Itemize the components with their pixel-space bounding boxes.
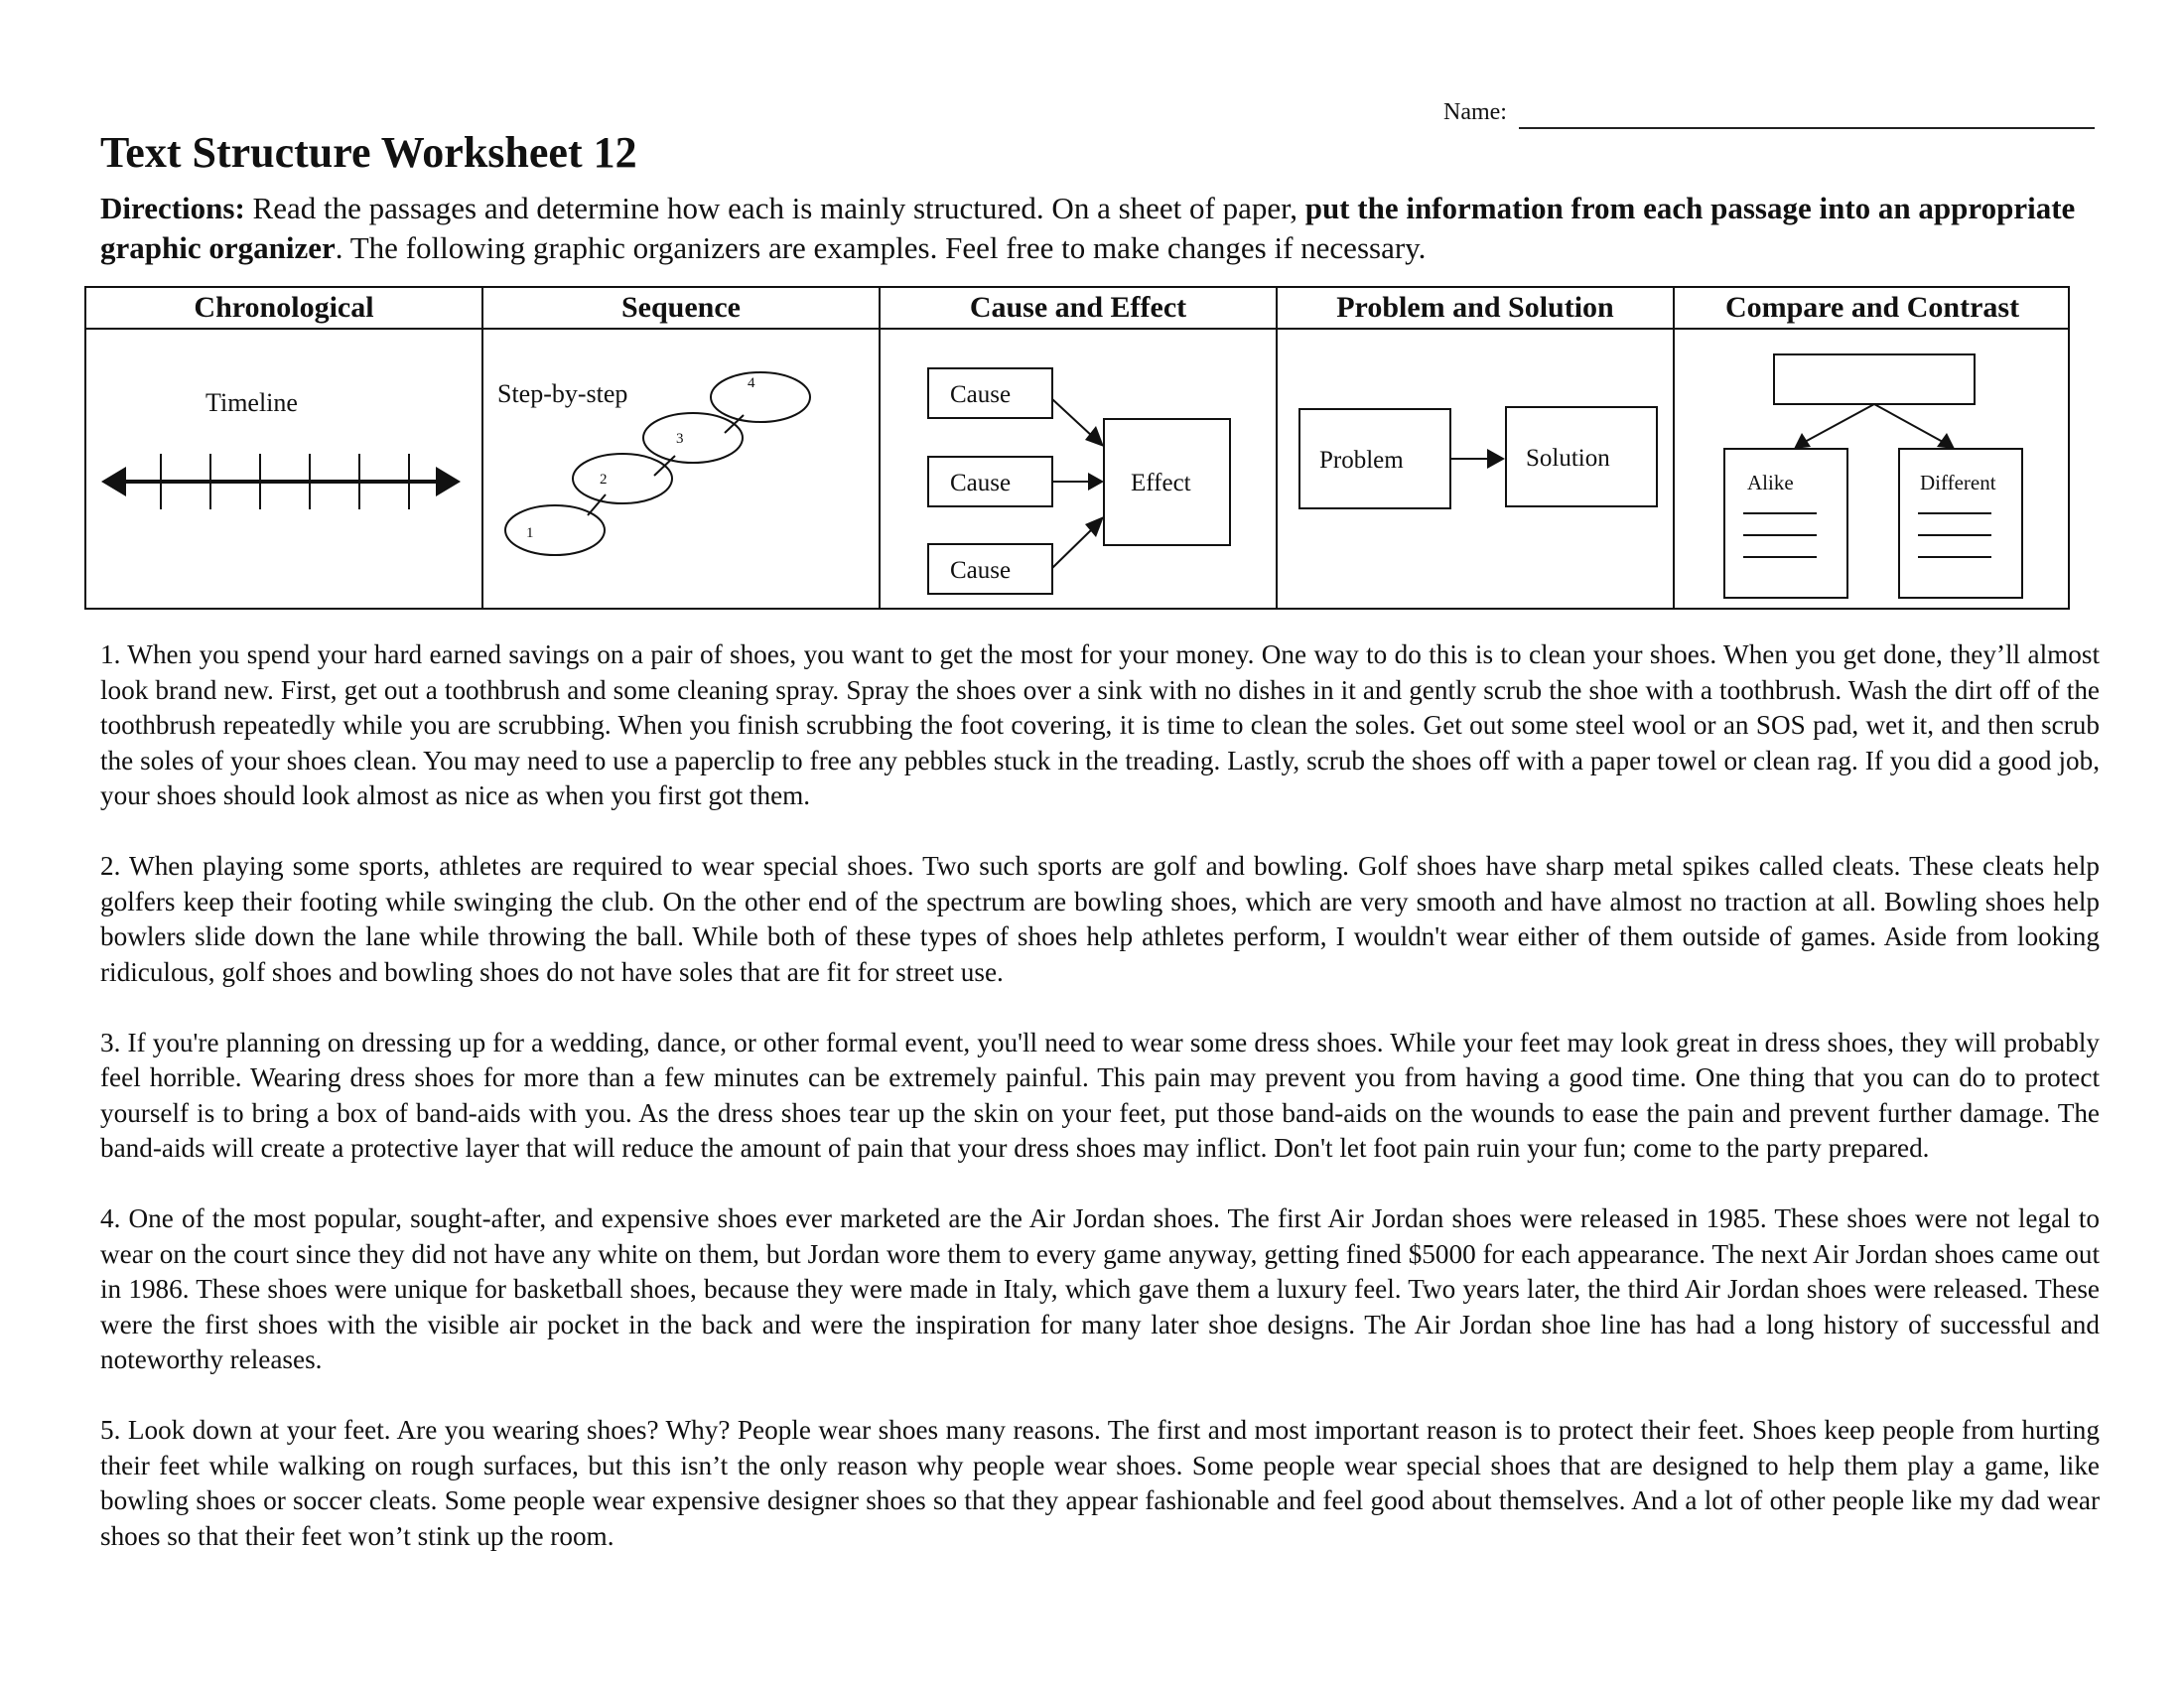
- directions-text-2: . The following graphic organizers are examples. Feel free to make changes if necessary.: [335, 230, 1427, 265]
- compare-contrast-heading: Compare and Contrast: [1675, 288, 2070, 330]
- sequence-label: Step-by-step: [497, 379, 628, 408]
- organizer-chronological: [86, 288, 483, 608]
- alike-label: Alike: [1747, 471, 1794, 494]
- directions-text-1: Read the passages and determine how each is mainly structured. On a sheet of paper,: [244, 191, 1305, 225]
- cause-label-1: Cause: [950, 381, 1012, 408]
- timeline-left-arrow: [101, 467, 126, 496]
- step-1-oval: [505, 505, 605, 555]
- passage-3: 3. If you're planning on dressing up for a wedding, dance, or other formal event, you'll need to wear some dress shoes. While your feet may look great in dress shoes, they will probably feel horrible. Wearing dress shoes for more than a few minutes can be extremely painful. This pain may prevent you from having a good time. One thing that you can do to protect yourself is to bring a box of band-aids with you. As the dress shoes tear up the skin on your feet, put those band-aids on the wounds to ease the pain and prevent further damage. The band-aids will create a protective layer that will reduce the amount of pain that your dress shoes may inflict. Don't let foot pain ruin your fun; come to the party prepared.: [100, 1027, 2100, 1163]
- cause-label-3: Cause: [950, 557, 1012, 584]
- organizer-problem-solution: [1278, 288, 1675, 608]
- organizer-cause-effect: [881, 288, 1278, 608]
- sequence-heading: Sequence: [483, 288, 879, 330]
- effect-label: Effect: [1131, 470, 1191, 496]
- organizer-compare-contrast: [1675, 288, 2070, 608]
- timeline-label: Timeline: [205, 388, 298, 417]
- compare-contrast-diagram: [1675, 330, 2068, 610]
- problem-solution-arrow: [1487, 449, 1505, 469]
- solution-label: Solution: [1526, 445, 1610, 472]
- passage-1: 1. When you spend your hard earned savings on a pair of shoes, you want to get the most for your money. One way to do this is to clean your shoes. When you get done, they’ll almost look brand new. First, get out a toothbrush and some cleaning spray. Spray the shoes over a sink with no dishes in it and gently scrub the shoe with a toothbrush. Wash the dirt off of the toothbrush repeatedly while you are scrubbing. When you finish scrubbing the foot covering, it is time to clean the soles. Get out some steel wool or an SOS pad, wet it, and then scrub the soles of your shoes clean. You may need to use a paperclip to free any pebbles stuck in the treading. Lastly, scrub the shoes off with a paper towel or clean rag. If you did a good job, your shoes should look almost as nice as when you first got them.: [100, 639, 2100, 810]
- problem-label: Problem: [1319, 447, 1404, 474]
- organizer-sequence: [483, 288, 881, 608]
- cause-effect-diagram: [881, 330, 1276, 610]
- problem-solution-heading: Problem and Solution: [1278, 288, 1673, 330]
- passage-4: 4. One of the most popular, sought-after, and expensive shoes ever marketed are the Air Jordan shoes. The first Air Jordan shoes were released in 1985. These shoes were not legal to wear on the court since they did not have any white on them, but Jordan wore them to every game anyway, getting fined $5000 for each appearance. The next Air Jordan shoes came out in 1986. These shoes were unique for basketball shoes, because they were made in Italy, which gave them a luxury feel. Two years later, the third Air Jordan shoes were released. These were the first shoes with the visible air pocket in the back and were the inspiration for many later shoe designs. The Air Jordan shoe line has had a long history of successful and noteworthy releases.: [100, 1203, 2100, 1374]
- cause-effect-heading: Cause and Effect: [881, 288, 1276, 330]
- step-1-number: 1: [526, 525, 534, 541]
- topic-box: [1774, 354, 1975, 404]
- step-2-number: 2: [600, 472, 608, 488]
- directions: [100, 189, 2096, 268]
- graphic-organizers-table: [84, 286, 2070, 610]
- timeline-diagram: [86, 330, 481, 610]
- name-label: Name:: [1443, 99, 1507, 125]
- problem-solution-diagram: [1278, 330, 1673, 610]
- worksheet-title: Text Structure Worksheet 12: [100, 128, 637, 177]
- step-4-oval: [711, 372, 810, 422]
- different-label: Different: [1920, 471, 1996, 494]
- directions-emphasis: put the information from each passage into an appropriate graphic organizer: [100, 191, 2076, 265]
- timeline-right-arrow: [436, 467, 461, 496]
- chronological-heading: Chronological: [86, 288, 481, 330]
- name-field-line: [1519, 127, 2095, 129]
- cause-label-2: Cause: [950, 470, 1012, 496]
- step-by-step-diagram: [483, 330, 879, 610]
- step-2-oval: [573, 454, 672, 503]
- passage-2: 2. When playing some sports, athletes are required to wear special shoes. Two such sports are golf and bowling. Golf shoes have sharp metal spikes called cleats. These cleats help golfers keep their footing while swinging the club. On the other end of the spectrum are bowling shoes, which are very smooth and have almost no traction at all. Bowling shoes help bowlers slide down the lane while throwing the ball. While both of these types of shoes help athletes perform, I wouldn't wear either of them outside of games. Aside from looking ridiculous, golf shoes and bowling shoes do not have soles that are fit for street use.: [100, 851, 2100, 987]
- reading-passages: [100, 637, 2100, 1590]
- step-3-oval: [643, 413, 743, 463]
- step-3-number: 3: [676, 431, 684, 447]
- step-4-number: 4: [748, 375, 755, 391]
- directions-label: Directions:: [100, 191, 245, 225]
- passage-5: 5. Look down at your feet. Are you wearing shoes? Why? People wear shoes many reasons. The first and most important reason is to protect their feet. Shoes keep people from hurting their feet while walking on rough surfaces, but this isn’t the only reason why people wear shoes. Some people wear special shoes that are designed to help them play a game, like bowling shoes or soccer cleats. Some people wear expensive designer shoes so that they appear fashionable and feel good about themselves. And a lot of other people like my dad wear shoes so that their feet won’t stink up the room.: [100, 1415, 2100, 1551]
